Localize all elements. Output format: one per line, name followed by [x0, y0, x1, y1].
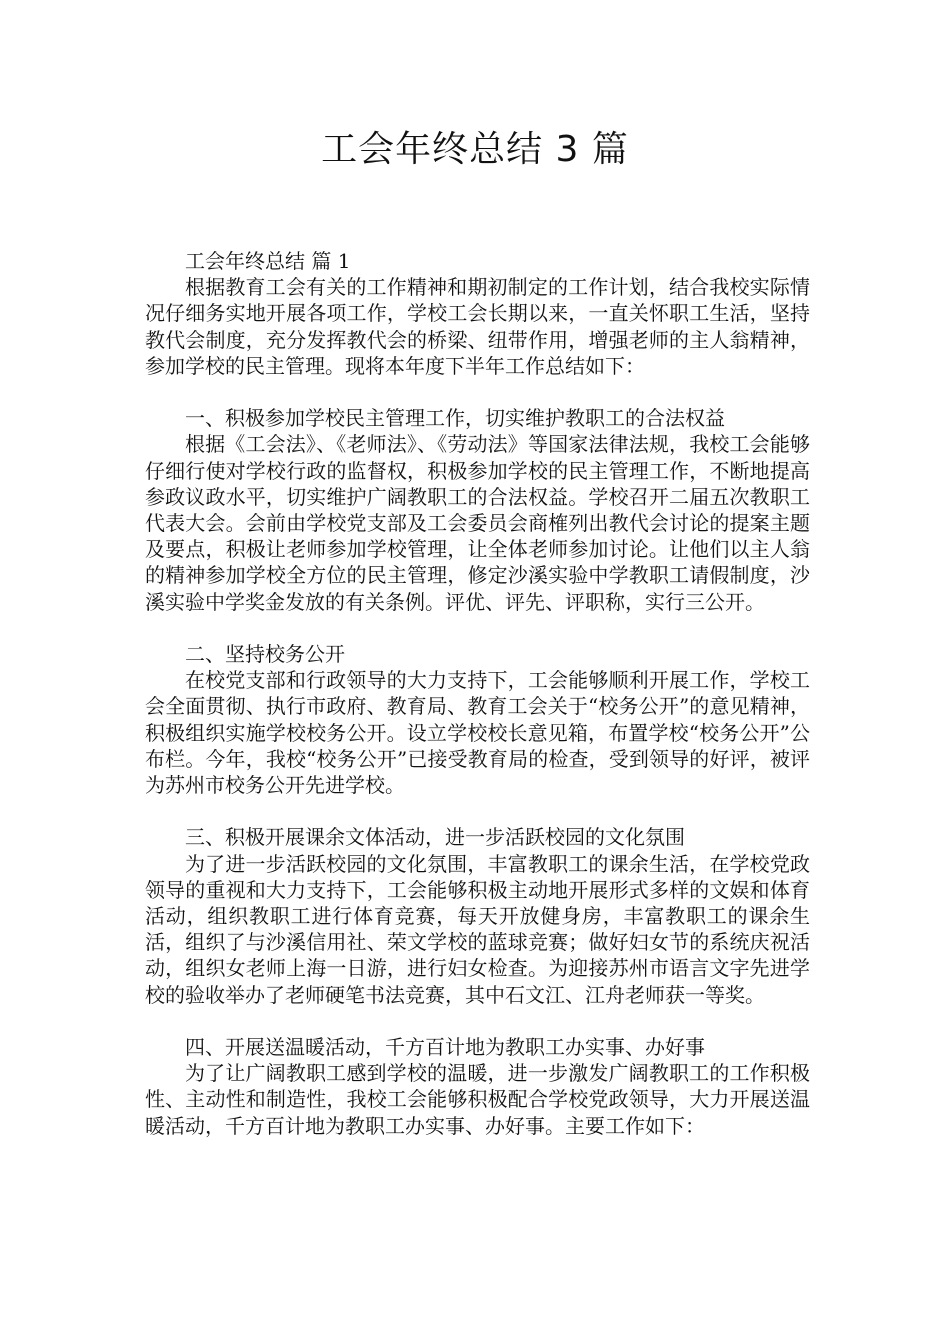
section-paragraph-2: 在校党支部和行政领导的大力支持下，工会能够顺利开展工作，学校工会全面贯彻、执行市政府、教育局、教育工会关于“校务公开”的意见精神，积极组织实施学校校务公开。设立学校校长意见箱，布置学校“校务公开”公布栏。今年，我校“校务公开”已接受教育局的检查，受到领导的好评，被评为苏州市校务公开先进学校。	[145, 668, 810, 798]
paragraph-gap	[145, 1008, 810, 1034]
section-label: 工会年终总结 篇 1	[185, 249, 351, 273]
section-heading-2: 二、坚持校务公开	[185, 642, 345, 667]
section-paragraph-3: 为了进一步活跃校园的文化氛围，丰富教职工的课余生活，在学校党政领导的重视和大力支持下，工会能够积极主动地开展形式多样的文娱和体育活动，组织教职工进行体育竞赛，每天开放健身房，丰富教职工的课余生活，组织了与沙溪信用社、荣文学校的蓝球竞赛；做好妇女节的系统庆祝活动，组织女老师上海一日游，进行妇女检查。为迎接苏州市语言文字先进学校的验收举办了老师硬笔书法竞赛，其中石文江、江舟老师获一等奖。	[145, 851, 810, 1007]
document-title: 工会年终总结 3 篇	[321, 129, 629, 170]
paragraph-gap	[145, 379, 810, 405]
intro-paragraph: 根据教育工会有关的工作精神和期初制定的工作计划，结合我校实际情况仔细务实地开展各项工作，学校工会长期以来，一直关怀职工生活，坚持教代会制度，充分发挥教代会的桥梁、纽带作用，增强老师的主人翁精神，参加学校的民主管理。现将本年度下半年工作总结如下：	[145, 275, 810, 378]
section-heading-3: 三、积极开展课余文体活动，进一步活跃校园的文化氛围	[185, 825, 685, 850]
paragraph-gap	[145, 615, 810, 641]
document-body	[145, 248, 810, 1139]
section-paragraph-1: 根据《工会法》、《老师法》、《劳动法》等国家法律法规，我校工会能够仔细行使对学校行政的监督权，积极参加学校的民主管理工作，不断地提高参政议政水平，切实维护广阔教职工的合法权益。学校召开二届五次教职工代表大会。会前由学校党支部及工会委员会商榷列出教代会讨论的提案主题及要点，积极让老师参加学校管理，让全体老师参加讨论。让他们以主人翁的精神参加学校全方位的民主管理，修定沙溪实验中学教职工请假制度，沙溪实验中学奖金发放的有关条例。评优、评先、评职称，实行三公开。	[145, 432, 810, 614]
section-heading-4: 四、开展送温暖活动，千方百计地为教职工办实事、办好事	[185, 1035, 705, 1060]
section-heading-1: 一、积极参加学校民主管理工作，切实维护教职工的合法权益	[185, 406, 725, 431]
paragraph-gap	[145, 798, 810, 824]
section-paragraph-4: 为了让广阔教职工感到学校的温暖，进一步激发广阔教职工的工作积极性、主动性和制造性，我校工会能够积极配合学校党政领导，大力开展送温暖活动，千方百计地为教职工办实事、办好事。主要工作如下：	[145, 1061, 810, 1138]
